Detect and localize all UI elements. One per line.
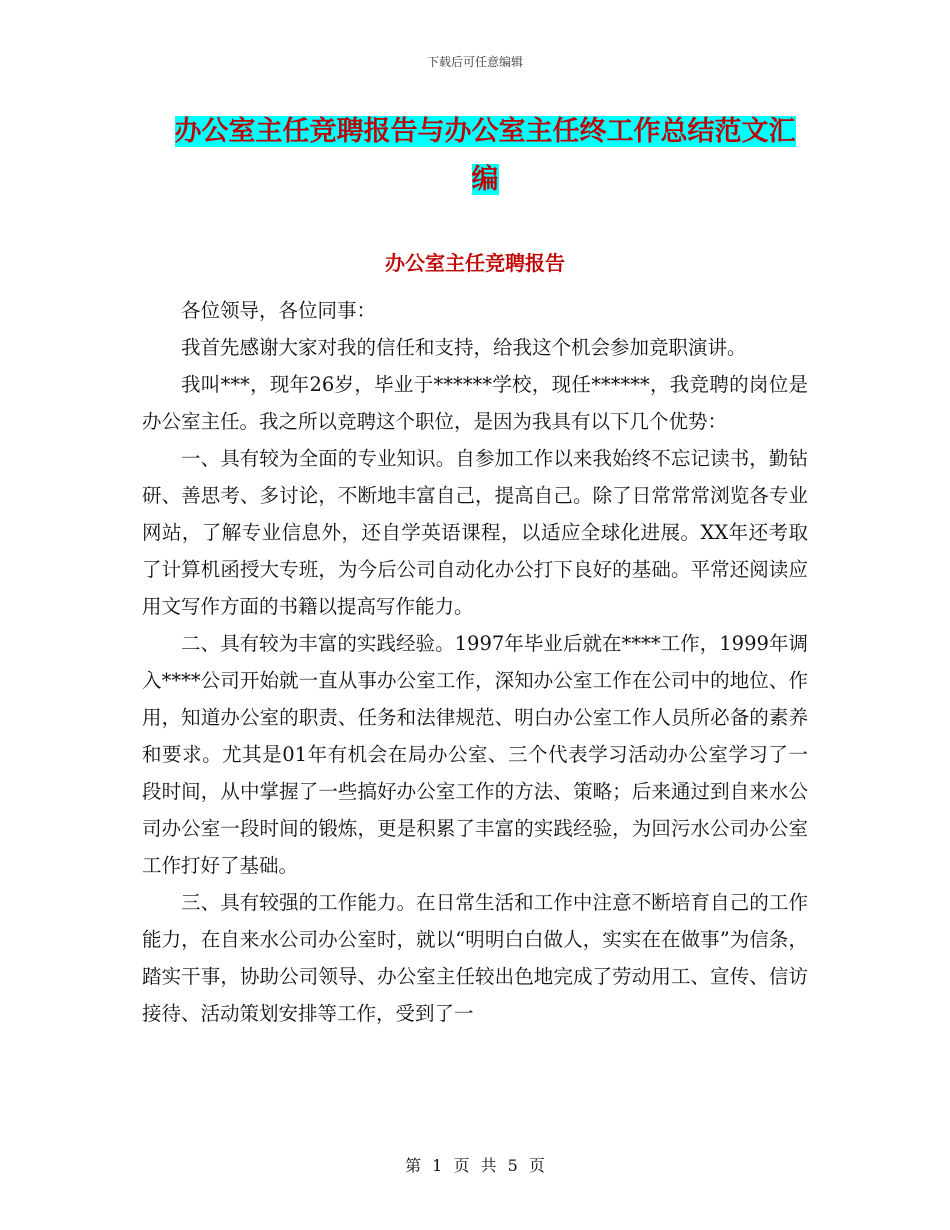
title-line-1: 办公室主任竞聘报告与办公室主任终工作总结范文汇 (174, 116, 796, 147)
page-footer: 第 1 页 共 5 页 (405, 1156, 545, 1175)
paragraph-knowledge: 一、具有较为全面的专业知识。自参加工作以来我始终不忘记读书，勤钻研、善思考、多讨论，不断地丰富自己，提高自己。除了日常常常浏览各专业网站，了解专业信息外，还自学英语课程，以适应全球化进展。XX年还考取了计算机函授大专班，为今后公司自动化办公打下良好的基础。平常还阅读应用文写作方面的书籍以提高写作能力。 (142, 447, 808, 618)
title-line-2: 编 (471, 164, 499, 195)
document-title (140, 108, 830, 204)
paragraph-greeting: 各位领导，各位同事： (181, 299, 377, 322)
body-text (142, 292, 808, 1032)
section-title: 办公室主任竞聘报告 (385, 251, 565, 275)
paragraph-intro: 我叫***，现年26岁，毕业于******学校，现任******，我竞聘的岗位是办公室主任。我之所以竞聘这个职位，是因为我具有以下几个优势： (142, 373, 808, 433)
paragraph-experience: 二、具有较为丰富的实践经验。1997年毕业后就在****工作，1999年调入****公司开始就一直从事办公室工作，深知办公室工作在公司中的地位、作用，知道办公室的职责、任务和法律规范、明白办公室工作人员所必备的素养和要求。尤其是01年有机会在局办公室、三个代表学习活动办公室学习了一段时间，从中掌握了一些搞好办公室工作的方法、策略；后来通过到自来水公司办公室一段时间的锻炼，更是积累了丰富的实践经验，为回污水公司办公室工作打好了基础。 (142, 632, 808, 877)
paragraph-thanks: 我首先感谢大家对我的信任和支持，给我这个机会参加竞职演讲。 (181, 336, 747, 359)
header-note: 下载后可任意编辑 (426, 55, 523, 69)
paragraph-ability: 三、具有较强的工作能力。在日常生活和工作中注意不断培育自己的工作能力，在自来水公司办公室时，就以“明明白白做人，实实在在做事”为信条，踏实干事，协助公司领导、办公室主任较出色地完成了劳动用工、宣传、信访接待、活动策划安排等工作，受到了一 (142, 891, 808, 1025)
